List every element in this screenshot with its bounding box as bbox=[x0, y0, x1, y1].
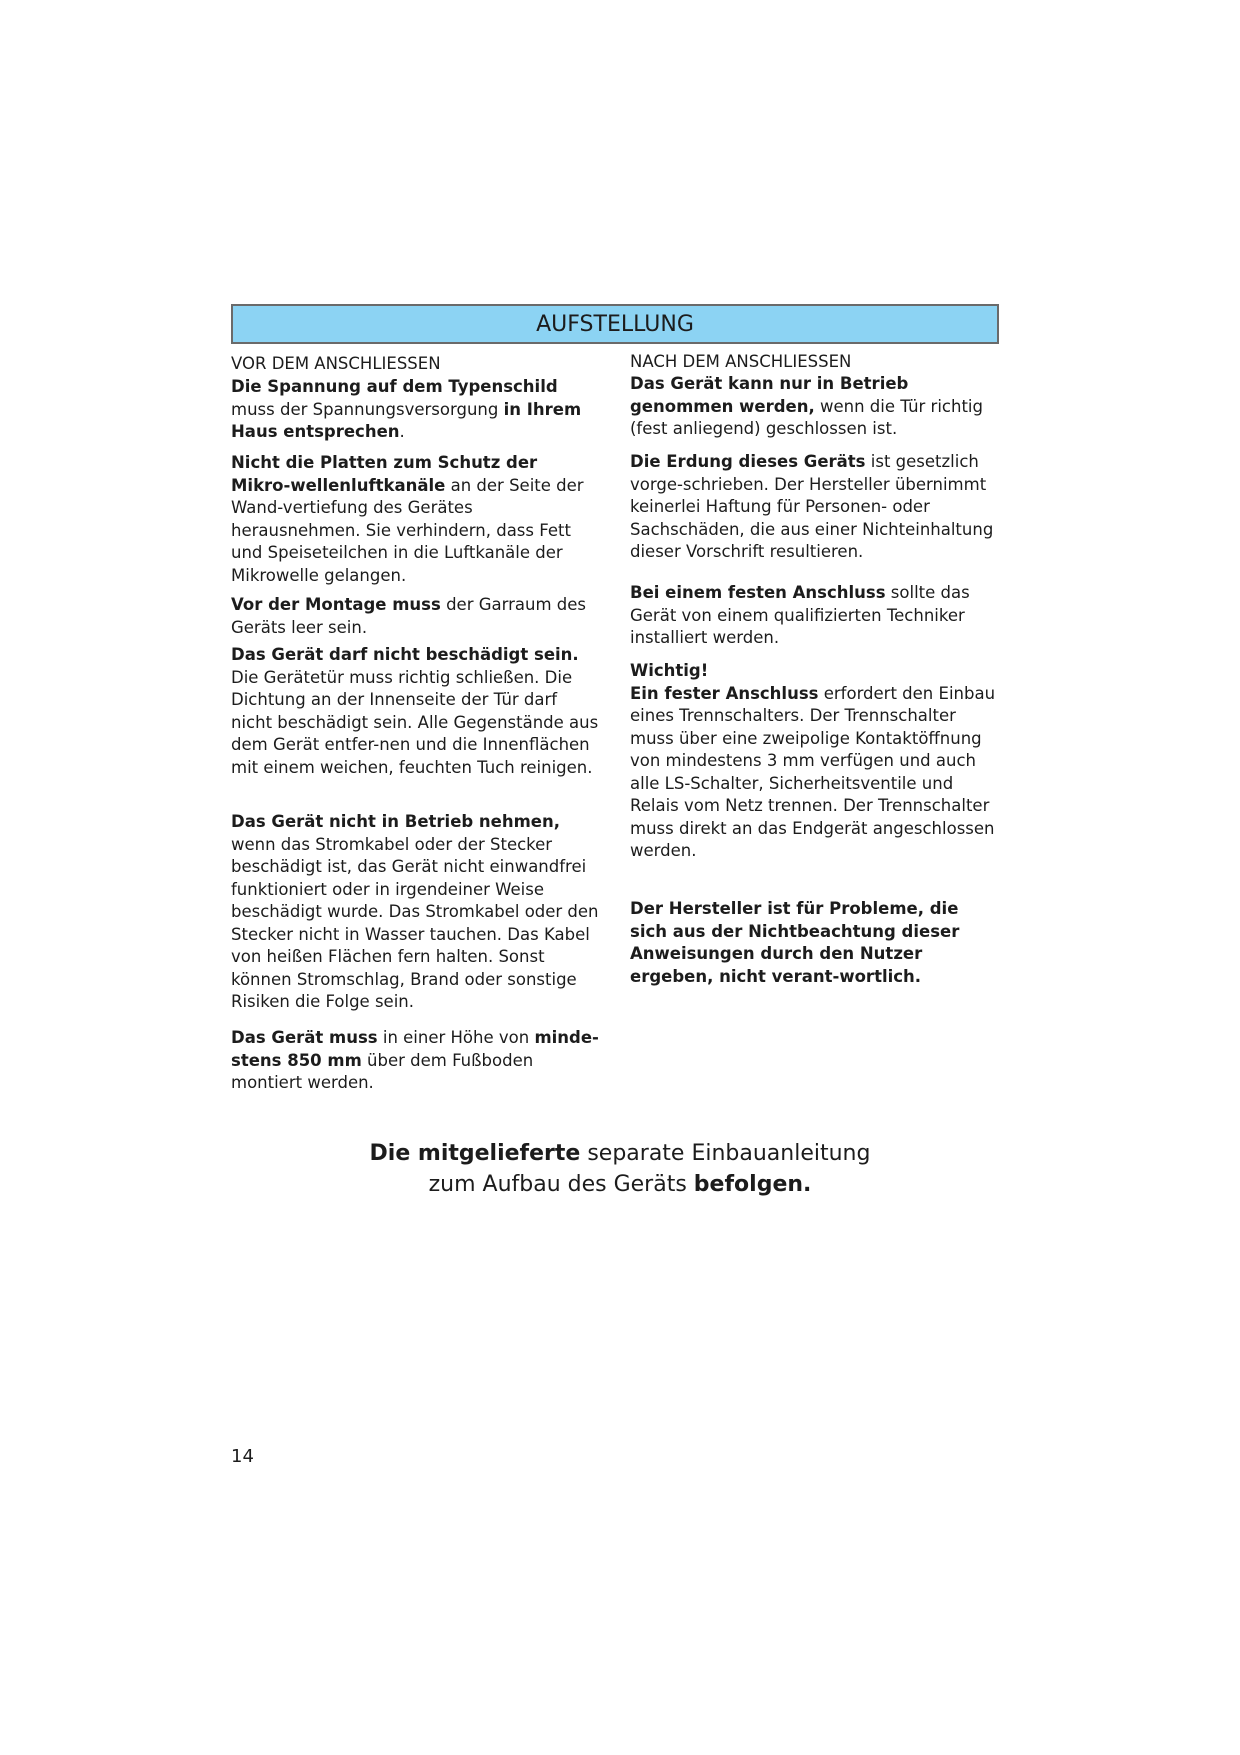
right-paragraph-fixed-connection: Bei einem festen Anschluss sollte das Gerät von einem qualifizierten Techniker installiert werden. bbox=[630, 583, 970, 647]
right-paragraph-grounding: Die Erdung dieses Geräts ist gesetzlich vorge-schrieben. Der Hersteller übernimmt keinerlei Haftung für Personen- oder Sachschäden, die aus einer Nichteinhaltung dieser Vorschrift resultieren. bbox=[630, 452, 994, 561]
right-heading: NACH DEM ANSCHLIESSEN bbox=[630, 352, 852, 371]
section-title-banner bbox=[231, 304, 999, 344]
left-heading: VOR DEM ANSCHLIESSEN bbox=[231, 354, 441, 373]
left-paragraph-damage: Das Gerät darf nicht beschädigt sein. Die Gerätetür muss richtig schließen. Die Dichtung an der Innenseite der Tür darf nicht beschädigt sein. Alle Gegenstände aus dem Gerät entfer-nen und die Innenflächen mit einem weichen, feuchten Tuch reinigen. bbox=[231, 645, 599, 777]
left-paragraph-operation: Das Gerät nicht in Betrieb nehmen, wenn das Stromkabel oder der Stecker beschädigt ist, das Gerät nicht einwandfrei funktioniert oder in irgendeiner Weise beschädigt wurde. Das Stromkabel oder den Stecker nicht in Wasser tauchen. Das Kabel von heißen Flächen fern halten. Sonst können Stromschlag, Brand oder sonstige Risiken die Folge sein. bbox=[231, 812, 599, 1011]
right-paragraph-liability: Der Hersteller ist für Probleme, die sich aus der Nichtbeachtung dieser Anweisungen durch den Nutzer ergeben, nicht verant-wortlich. bbox=[630, 899, 960, 986]
right-paragraph-important: Wichtig! Ein fester Anschluss erfordert den Einbau eines Trennschalters. Der Trennschalter muss über eine zweipolige Kontaktöffnung von mindestens 3 mm verfügen und auch alle LS-Schalter, Sicherheitsventile und Relais vom Netz trennen. Der Trennschalter muss direkt an das Endgerät angeschlossen werden. bbox=[630, 661, 996, 860]
left-paragraph-plates: Nicht die Platten zum Schutz der Mikro-wellenluftkanäle an der Seite der Wand-vertiefung des Gerätes herausnehmen. Sie verhindern, dass Fett und Speiseteilchen in die Luftkanäle der Mikrowelle gelangen. bbox=[231, 453, 584, 585]
left-paragraph-assembly: Vor der Montage muss der Garraum des Geräts leer sein. bbox=[231, 595, 587, 637]
section-title: AUFSTELLUNG bbox=[536, 311, 694, 337]
left-paragraph-voltage: Die Spannung auf dem Typenschild muss der Spannungsversorgung in Ihrem Haus entsprechen. bbox=[231, 377, 582, 441]
right-paragraph-door: Das Gerät kann nur in Betrieb genommen werden, wenn die Tür richtig (fest anliegend) geschlossen ist. bbox=[630, 374, 983, 438]
left-paragraph-height: Das Gerät muss in einer Höhe von minde-stens 850 mm über dem Fußboden montiert werden. bbox=[231, 1028, 599, 1092]
page-number: 14 bbox=[231, 1446, 254, 1467]
closing-instruction: Die mitgelieferte separate Einbauanleitung zum Aufbau des Geräts befolgen. bbox=[369, 1141, 871, 1197]
